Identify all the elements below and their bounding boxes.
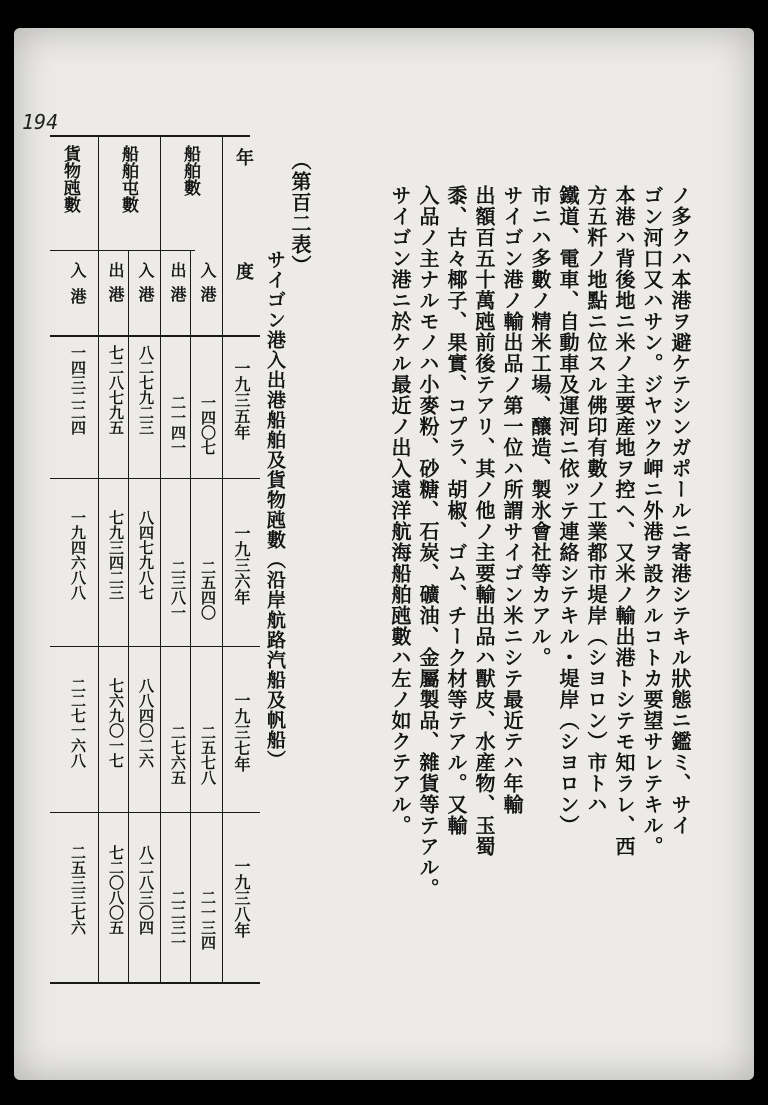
cell-1937-tonnage-in: 八八四〇二六 (137, 678, 155, 768)
year-1936: 一九三六年 (232, 525, 251, 605)
cell-1937-ships-out: 二七六五 (169, 725, 187, 785)
paragraph-line-4: 方五粁ノ地點ニ位スル佛印有數ノ工業都市堤岸（シヨロン）市トハ (584, 185, 608, 815)
cell-1935-cargo: 一四三二二四 (69, 345, 87, 435)
cell-1936-ships-out: 二三八一 (169, 560, 187, 620)
year-header: 年 (233, 148, 254, 166)
paragraph-line-8: 出額百五十萬瓲前後テアリ、其ノ他ノ主要輸出品ハ獸皮、水産物、玉蜀 (472, 185, 496, 857)
cell-1938-tonnage-out: 七二〇八〇五 (107, 845, 125, 935)
paragraph-line-1: ノ多クハ本港ヲ避ケテシンガポールニ寄港シテキル狀態ニ鑑ミ、サイ (668, 185, 692, 836)
sub-divider-tonnage (128, 250, 129, 983)
group-header-ships: 船舶數 (180, 145, 200, 196)
cell-1938-ships-in: 二一三四 (199, 890, 217, 950)
subheader-cargo-in: 入港 (68, 262, 87, 314)
cell-1938-ships-out: 二二三一 (169, 890, 187, 950)
cell-1936-tonnage-in: 八四七九八七 (137, 510, 155, 600)
cell-1936-cargo: 一九四六八八 (69, 510, 87, 600)
table-title: サイゴン港入出港船舶及貨物瓲數（沿岸航路汽船及帆船） (264, 250, 286, 770)
column-divider-1 (98, 135, 99, 983)
direction-header: 度 (233, 262, 254, 280)
row-divider-2 (50, 646, 260, 647)
cell-1936-tonnage-out: 七九三四二三 (107, 510, 125, 600)
paragraph-line-3: 本港ハ背後地ニ米ノ主要産地ヲ控ヘ、又米ノ輸出港トシテモ知ラレ、西 (612, 185, 636, 857)
table-top-rule (50, 135, 250, 137)
year-1937: 一九三七年 (232, 692, 251, 772)
cell-1937-cargo: 二二七一六八 (69, 678, 87, 768)
cell-1935-tonnage-in: 八二七九二三 (137, 345, 155, 435)
column-divider-2 (160, 135, 161, 983)
cell-1936-ships-in: 二五四〇 (199, 560, 217, 620)
group-header-cargo: 貨物瓲數 (60, 145, 80, 213)
table-subheader-rule (50, 250, 195, 251)
table-label: （第百二表） (288, 150, 312, 276)
sub-divider-ships (190, 250, 191, 983)
table-bottom-rule (50, 982, 260, 984)
paragraph-line-6: 市ニハ多數ノ精米工場、釀造、製氷會社等カアル。 (528, 185, 552, 668)
subheader-ships-in: 入港 (198, 262, 217, 310)
cell-1935-ships-in: 一四〇七 (199, 395, 217, 455)
column-divider-3 (222, 135, 223, 983)
paragraph-line-9: 黍、古々椰子、果實、コプラ、胡椒、ゴム、チーク材等テアル。又輸 (444, 185, 468, 836)
subheader-tonnage-in: 入港 (136, 262, 155, 310)
cell-1938-cargo: 二五三三七六 (69, 845, 87, 935)
cell-1935-tonnage-out: 七二八七九五 (107, 345, 125, 435)
cell-1938-tonnage-in: 八二八三〇四 (137, 845, 155, 935)
paragraph-line-11: サイゴン港ニ於ケル最近ノ出入遠洋航海船舶瓲數ハ左ノ如クテアル。 (388, 185, 412, 836)
year-1938: 一九三八年 (232, 858, 251, 938)
cell-1935-ships-out: 二一四一 (169, 395, 187, 455)
paragraph-line-7: サイゴン港ノ輸出品ノ第一位ハ所謂サイゴン米ニシテ最近テハ年輸 (500, 185, 524, 815)
row-divider-1 (50, 478, 260, 479)
year-1935: 一九三五年 (232, 360, 251, 440)
subheader-tonnage-out: 出港 (106, 262, 125, 310)
table-header-rule (50, 335, 260, 337)
cell-1937-tonnage-out: 七六九〇一七 (107, 678, 125, 768)
paragraph-line-5: 鐵道、電車、自動車及運河ニ依ッテ連絡シテキル・堤岸（シヨロン） (556, 185, 580, 836)
page-number: 194 (22, 110, 59, 134)
row-divider-3 (50, 812, 260, 813)
paragraph-line-10: 入品ノ主ナルモノハ小麥粉、砂糖、石炭、礦油、金屬製品、雜貨等テアル。 (416, 185, 440, 899)
group-header-tonnage: 船舶屯數 (118, 145, 138, 213)
subheader-ships-out: 出港 (168, 262, 187, 310)
paragraph-line-2: ゴン河口又ハサン。ジヤツク岬ニ外港ヲ設クルコトカ要望サレテキル。 (640, 185, 664, 857)
cell-1937-ships-in: 二五七八 (199, 725, 217, 785)
